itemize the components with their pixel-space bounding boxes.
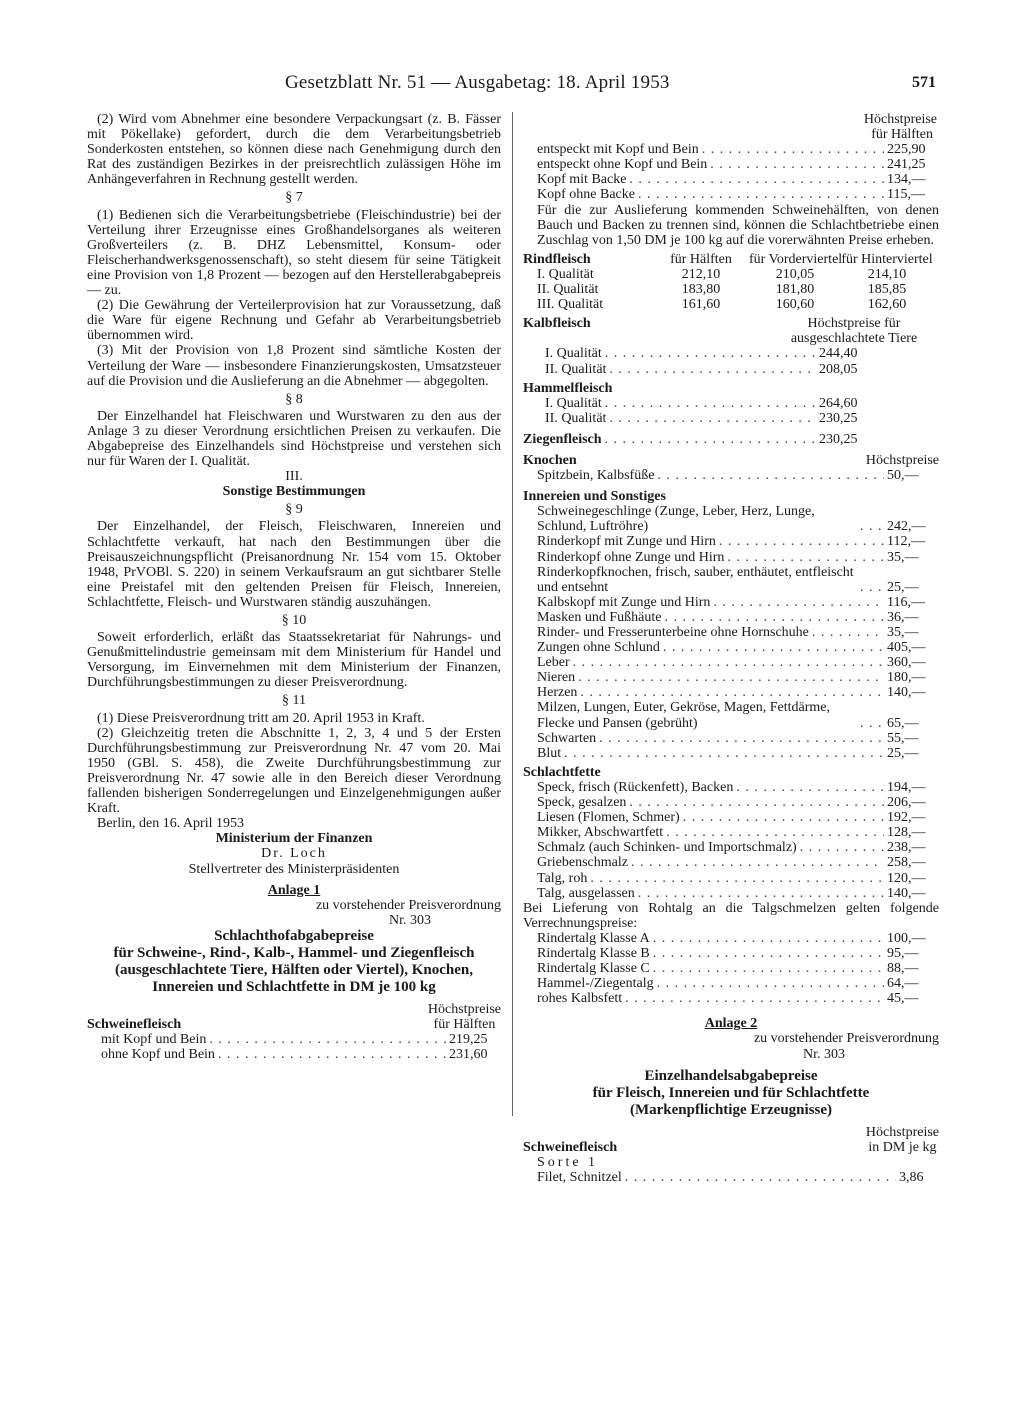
page-number: 571 <box>912 74 936 91</box>
item-name: Rindertalg Klasse B <box>537 945 650 961</box>
item-name: Speck, gesalzen <box>537 795 627 811</box>
page-header <box>0 72 1024 96</box>
item-price: 3,86 <box>899 1169 924 1185</box>
price-row <box>523 396 939 411</box>
item-price: 219,25 <box>449 1032 488 1048</box>
price-row <box>523 625 939 640</box>
paragraph-s7-2: (2) Die Gewährung der Verteilerprovision hat zur Voraussetzung, daß die Ware für eigene Rechnung und Gefahr ab Verarbeitungsbetrieb übernommen wird. <box>87 298 501 344</box>
price-row <box>523 961 939 976</box>
item-name: Schweinegeschlinge (Zunge, Leber, Herz, Lunge, Schlund, Luftröhre) <box>537 504 815 535</box>
item-price: 95,— <box>887 945 919 961</box>
anlage-1-subtitle: für Schweine-, Rind-, Kalb-, Hammel- und Ziegenfleisch (ausgeschlachtete Tiere, Hälften oder Viertel), Knochen, Innereien und Schlachtfette in DM je 100 kg <box>113 944 475 995</box>
leader-dots <box>629 795 884 810</box>
item-name: Speck, frisch (Rückenfett), Backen <box>537 779 734 795</box>
leader-dots <box>719 534 884 549</box>
price-halves: 212,10 <box>681 266 721 282</box>
leader-dots <box>710 157 884 172</box>
price-row <box>523 610 939 625</box>
item-price: 55,— <box>887 730 919 746</box>
schwein2-table-head <box>523 1125 939 1155</box>
schwein2-head-line-1: Höchstpreise <box>865 1124 939 1140</box>
rind-col-rear: für Hinterviertel <box>841 251 933 267</box>
item-name: Griebenschmalz <box>537 855 628 871</box>
item-price: 64,— <box>887 976 919 992</box>
leader-dots <box>625 991 884 1006</box>
hammel-label: Hammelfleisch <box>523 380 613 396</box>
item-name: Rinderkopfknochen, frisch, sauber, enthäutet, entfleischt und entsehnt <box>537 564 854 595</box>
anlage-2-ref-line-2: Nr. 303 <box>803 1046 845 1062</box>
leader-dots <box>860 519 884 534</box>
item-name: Rinderkopf ohne Zunge und Hirn <box>537 549 725 565</box>
leader-dots <box>609 362 816 377</box>
price-row <box>523 946 939 961</box>
item-price: 45,— <box>887 991 919 1007</box>
item-name: Rindertalg Klasse C <box>537 961 650 977</box>
item-name: Blut <box>537 745 562 761</box>
price-row <box>523 780 939 795</box>
price-row <box>523 362 939 377</box>
item-name: I. Qualität <box>545 346 602 362</box>
cont-head-line-1: Höchstpreise <box>863 112 937 127</box>
price-row <box>523 655 939 670</box>
price-row <box>523 825 939 840</box>
price-row <box>523 172 939 187</box>
innereien-list <box>523 504 939 761</box>
price-row <box>523 670 939 685</box>
item-name: ohne Kopf und Bein <box>101 1047 215 1063</box>
running-title: Gesetzblatt Nr. 51 — Ausgabetag: 18. April 1953 <box>285 72 670 93</box>
price-row <box>523 142 939 157</box>
item-price: 116,— <box>887 594 925 610</box>
leader-dots <box>564 746 884 761</box>
quality-label: II. Qualität <box>537 282 599 298</box>
price-row <box>523 886 939 901</box>
price-row <box>523 468 939 483</box>
paragraph-s10: Soweit erforderlich, erläßt das Staatssekretariat für Nahrungs- und Genußmittelindustrie gemeinsam mit dem Ministerium für Handel und Versorgung, im Einvernehmen mit dem Ministerium der Finanzen, Durchführungsbestimmungen zu dieser Preisverordnung. <box>87 630 501 691</box>
item-name: Kalbskopf mit Zunge und Hirn <box>537 594 711 610</box>
price-row <box>523 795 939 810</box>
price-row <box>523 700 939 730</box>
leader-dots <box>631 855 884 870</box>
schlachtfette-label: Schlachtfette <box>523 764 601 780</box>
leader-dots <box>605 432 816 447</box>
item-name: Nieren <box>537 670 576 686</box>
anlage-1-ref-line-1: zu vorstehender Preisverordnung <box>315 897 501 913</box>
item-name: rohes Kalbsfett <box>537 991 623 1007</box>
item-name: Liesen (Flomen, Schmer) <box>537 810 680 826</box>
leader-dots <box>702 142 884 157</box>
leader-dots <box>653 961 884 976</box>
item-name: entspeckt ohne Kopf und Bein <box>537 157 708 173</box>
rind-row <box>523 297 939 312</box>
item-name: Kopf ohne Backe <box>537 187 635 203</box>
paragraph-s7-3: (3) Mit der Provision von 1,8 Prozent sind sämtliche Kosten der Verteilung der Ware — insbesondere Finanzierungskosten, Umsatzsteuer auf die Provision und die Auslieferung an die Abnehmer — abgegolten. <box>87 343 501 389</box>
item-price: 194,— <box>887 779 926 795</box>
quality-label: I. Qualität <box>537 266 594 282</box>
item-name: Hammel-/Ziegentalg <box>537 976 654 992</box>
leader-dots <box>580 685 884 700</box>
leader-dots <box>605 396 816 411</box>
item-price: 140,— <box>887 685 926 701</box>
ministry-name: Ministerium der Finanzen <box>215 831 373 847</box>
rind-row <box>523 282 939 297</box>
item-price: 242,— <box>887 519 926 535</box>
item-name: Rindertalg Klasse A <box>537 930 650 946</box>
price-row <box>523 931 939 946</box>
kalb-label: Kalbfleisch <box>523 316 591 332</box>
schwein2-label: Schweinefleisch <box>523 1139 618 1155</box>
item-price: 140,— <box>887 885 926 901</box>
paragraph-s8: Der Einzelhandel hat Fleischwaren und Wurstwaren zu den aus der Anlage 3 zu dieser Verordnung ersichtlichen Preisen zu verkaufen. Die Abgabepreise des Einzelhandels sind Höchstpreise und verstehen sich nur für Waren der I. Qualität. <box>87 408 501 470</box>
item-name: Talg, roh <box>537 870 588 886</box>
item-price: 244,40 <box>819 346 858 362</box>
item-price: 180,— <box>887 670 926 686</box>
item-name: Schmalz (auch Schinken- und Importschmalz) <box>537 840 797 856</box>
item-name: Rinder- und Fresserunterbeine ohne Hornschuhe <box>537 625 809 640</box>
leader-dots <box>605 346 816 361</box>
item-price: 264,60 <box>819 395 858 411</box>
right-column <box>523 112 939 1185</box>
price-row <box>523 640 939 655</box>
sorte-label: Sorte 1 <box>537 1154 599 1170</box>
rind-col-front: für Vorderviertel <box>749 251 843 267</box>
kalb-table-head <box>523 316 939 346</box>
paragraph-s9: Der Einzelhandel, der Fleisch, Fleischwaren, Innereien und Schlachtfette verkauft, hat nach den Bestimmungen über die Preisauszeichnungspflicht (Preisanordnung Nr. 154 vom 15. Oktober 1948, PrVOBl. S. 220) in seinem Verkaufsraum an gut sichtbarer Stelle eine Preistafel mit den geltenden Preisen für Fleisch, Innereien, Schlachtfette, Fleisch- und Wurstwaren ständig auszuhängen. <box>87 519 501 610</box>
item-name: Talg, ausgelassen <box>537 885 635 901</box>
rohtalg-list <box>523 931 939 1006</box>
item-price: 208,05 <box>819 361 858 377</box>
cont-head-line-2: für Hälften <box>871 127 933 143</box>
price-row <box>87 1047 501 1062</box>
leader-dots <box>629 172 884 187</box>
item-price: 230,25 <box>819 431 858 447</box>
item-price: 258,— <box>887 855 926 871</box>
item-price: 50,— <box>887 468 919 484</box>
section-11-heading: § 11 <box>282 693 306 709</box>
price-row <box>523 840 939 855</box>
ziegen-label: Ziegenfleisch <box>523 431 602 447</box>
leader-dots <box>638 886 884 901</box>
signer-role: Stellvertreter des Ministerpräsidenten <box>188 861 400 877</box>
price-row <box>87 1032 501 1047</box>
item-price: 112,— <box>887 534 925 550</box>
item-price: 65,— <box>887 715 919 731</box>
section-8-heading: § 8 <box>285 391 303 407</box>
item-price: 120,— <box>887 870 926 886</box>
leader-dots <box>653 931 884 946</box>
schwein2-column-head <box>866 1125 939 1155</box>
schwein-cont-head <box>523 112 939 142</box>
leader-dots <box>860 716 884 731</box>
leader-dots <box>218 1047 446 1062</box>
rind-col-halves: für Hälften <box>670 251 732 267</box>
leader-dots <box>664 610 884 625</box>
leader-dots <box>727 550 884 565</box>
price-row <box>523 187 939 202</box>
schwein-head-line-2: für Hälften <box>433 1016 496 1032</box>
rind-row <box>523 267 939 282</box>
price-row <box>523 411 939 426</box>
leader-dots <box>666 825 884 840</box>
item-name: I. Qualität <box>545 395 602 411</box>
leader-dots <box>736 780 884 795</box>
knochen-label: Knochen <box>523 452 577 468</box>
anlage-2-subtitle: für Fleisch, Innereien und für Schlachtfette <box>592 1084 870 1101</box>
item-price: 35,— <box>887 625 919 640</box>
leader-dots <box>663 640 884 655</box>
rind-label: Rindfleisch <box>523 251 591 267</box>
leader-dots <box>653 946 884 961</box>
part-3-title: Sonstige Bestimmungen <box>222 484 366 500</box>
anlage-2-heading: Anlage 2 <box>704 1016 758 1032</box>
anlage-1-title: Schlachthofabgabepreise <box>214 927 374 944</box>
item-price: 88,— <box>887 961 919 977</box>
knochen-table-head <box>523 453 939 468</box>
paragraph-s11-2: (2) Gleichzeitig treten die Abschnitte 1, 2, 3, 4 und 5 der Ersten Durchführungsbestimmung zur Preisverordnung Nr. 47 vom 20. Mai 1950 (GBl. S. 458), die Zweite Durchführungsbestimmung zur Preisverordnung Nr. 47 sowie alle in den Bereich dieser Verordnung fallenden bisherigen Sonderregelungen und Einzelgenehmigungen außer Kraft. <box>87 725 501 817</box>
signer-name: Dr. Loch <box>261 846 327 862</box>
item-name: Leber <box>537 655 570 671</box>
leader-dots <box>683 810 884 825</box>
rind-table-head <box>523 252 939 267</box>
item-name: Herzen <box>537 685 578 701</box>
leader-dots <box>800 840 884 855</box>
item-price: 128,— <box>887 825 926 841</box>
anlage-2-ref-line-1: zu vorstehender Preisverordnung <box>753 1031 939 1047</box>
item-price: 100,— <box>887 930 926 946</box>
item-price: 360,— <box>887 655 926 671</box>
price-rear: 185,85 <box>867 282 907 298</box>
schwein-label: Schweinefleisch <box>87 1016 182 1032</box>
price-row <box>523 432 939 447</box>
price-front: 181,80 <box>775 282 815 298</box>
innereien-label: Innereien und Sonstiges <box>523 489 666 505</box>
kalb-column-head: Höchstpreise für ausgeschlachtete Tiere <box>790 316 918 347</box>
paragraph-s6-2: (2) Wird vom Abnehmer eine besondere Verpackungsart (z. B. Fässer mit Pökellake) gefordert, durch die dem Verarbeitungsbetrieb Sonderkosten entstehen, so können diese nach Genehmigung durch den Rat des zuständigen Bezirkes in der preisrechtlich zulässigen Höhe im Anhängeverfahren in Rechnung gestellt werden. <box>87 112 501 188</box>
item-name: Milzen, Lungen, Euter, Gekröse, Magen, Fettdärme, Flecke und Pansen (gebrüht) <box>537 700 830 731</box>
quality-label: III. Qualität <box>537 297 604 313</box>
price-rear: 214,10 <box>867 266 907 282</box>
item-name: entspeckt mit Kopf und Bein <box>537 142 699 158</box>
item-name: Rinderkopf mit Zunge und Hirn <box>537 534 716 550</box>
anlage-1-heading: Anlage 1 <box>267 882 321 898</box>
part-3-numeral: III. <box>285 469 303 485</box>
leader-dots <box>713 595 884 610</box>
price-row <box>523 810 939 825</box>
price-row <box>523 731 939 746</box>
price-row <box>523 976 939 991</box>
item-price: 192,— <box>887 810 926 826</box>
item-name: Zungen ohne Schlund <box>537 640 660 656</box>
schwein-table-head <box>87 1002 501 1032</box>
item-name: Spitzbein, Kalbsfüße <box>537 468 655 484</box>
leader-dots <box>609 411 816 426</box>
anlage-2-reference <box>523 1031 939 1061</box>
item-name: mit Kopf und Bein <box>101 1032 207 1048</box>
leader-dots <box>209 1032 446 1047</box>
price-row <box>523 157 939 172</box>
leader-dots <box>590 871 884 886</box>
price-row <box>523 1170 939 1185</box>
leader-dots <box>625 1170 896 1185</box>
price-front: 160,60 <box>775 297 815 313</box>
price-row <box>523 991 939 1006</box>
leader-dots <box>860 580 884 595</box>
price-halves: 183,80 <box>681 282 721 298</box>
item-price: 230,25 <box>819 410 858 426</box>
section-9-heading: § 9 <box>285 502 303 518</box>
leader-dots <box>657 976 884 991</box>
anlage-2-title: Einzelhandelsabgabepreise <box>644 1067 818 1084</box>
section-10-heading: § 10 <box>281 613 307 628</box>
knochen-column-head: Höchstpreise <box>865 452 939 468</box>
item-name: Mikker, Abschwartfett <box>537 825 664 841</box>
schwein-head-line-1: Höchstpreise <box>427 1001 501 1017</box>
item-price: 36,— <box>887 609 919 625</box>
price-row <box>523 504 939 534</box>
item-price: 25,— <box>887 579 919 595</box>
leader-dots <box>573 655 884 670</box>
item-price: 25,— <box>887 745 919 761</box>
item-price: 206,— <box>887 795 926 811</box>
price-rear: 162,60 <box>867 297 907 313</box>
left-column <box>87 112 501 1062</box>
price-row <box>523 746 939 761</box>
section-7-heading: § 7 <box>285 190 303 206</box>
rohtalg-note: Bei Lieferung von Rohtalg an die Talgschmelzen gelten folgende Verrechnungspreise: <box>523 900 939 931</box>
item-name: Filet, Schnitzel <box>537 1169 622 1185</box>
zuschlag-note: Für die zur Auslieferung kommenden Schweinehälften, von denen Bauch und Backen zu trennen sind, können die Schlachtbetriebe einen Zuschlag von 1,50 DM je 100 kg auf die vorerwähnten Preise erheben. <box>537 202 939 248</box>
anlage-2-subtitle-2: (Markenpflichtige Erzeugnisse) <box>629 1101 833 1118</box>
schlachtfette-list <box>523 780 939 901</box>
schwein-column-head <box>428 1002 501 1032</box>
price-row <box>523 550 939 565</box>
place-date: Berlin, den 16. April 1953 <box>97 816 244 832</box>
item-name: II. Qualität <box>545 361 607 377</box>
item-price: 238,— <box>887 840 926 856</box>
item-name: Schwarten <box>537 730 597 746</box>
price-row <box>523 685 939 700</box>
item-price: 231,60 <box>449 1047 488 1063</box>
price-row <box>523 565 939 595</box>
paragraph-s7-1: (1) Bedienen sich die Verarbeitungsbetriebe (Fleischindustrie) bei der Verteilung ihrer Erzeugnisse eines Großhandelsorganes als weiteren Großverteilers (z. B. DHZ Lebensmittel, Konsum- oder Fleischerhandwerksgenossenschaft), so steht diesem für seine Tätigkeit eine Provision von 1,8 Prozent — bezogen auf den Herstellerabgabepreis — zu. <box>87 207 501 299</box>
item-price: 225,90 <box>887 142 926 158</box>
column-divider <box>512 112 513 1116</box>
item-name: Kopf mit Backe <box>537 172 627 188</box>
price-row <box>523 534 939 549</box>
leader-dots <box>812 625 884 640</box>
anlage-1-reference <box>87 898 501 928</box>
price-row <box>523 871 939 886</box>
leader-dots <box>578 670 884 685</box>
item-price: 405,— <box>887 640 926 656</box>
item-price: 134,— <box>887 172 926 188</box>
paragraph-s11-1: (1) Diese Preisverordnung tritt am 20. April 1953 in Kraft. <box>97 710 425 726</box>
leader-dots <box>599 731 884 746</box>
leader-dots <box>657 468 884 483</box>
price-row <box>523 855 939 870</box>
price-row <box>523 595 939 610</box>
item-price: 115,— <box>887 187 925 203</box>
item-price: 241,25 <box>887 157 926 173</box>
item-name: Masken und Fußhäute <box>537 609 662 625</box>
item-name: II. Qualität <box>545 410 607 426</box>
anlage-1-ref-line-2: Nr. 303 <box>389 912 431 928</box>
price-halves: 161,60 <box>681 297 721 313</box>
price-row <box>523 346 939 361</box>
schwein2-head-line-2: in DM je kg <box>868 1139 937 1155</box>
leader-dots <box>638 187 884 202</box>
item-price: 35,— <box>887 549 919 565</box>
price-front: 210,05 <box>775 266 815 282</box>
